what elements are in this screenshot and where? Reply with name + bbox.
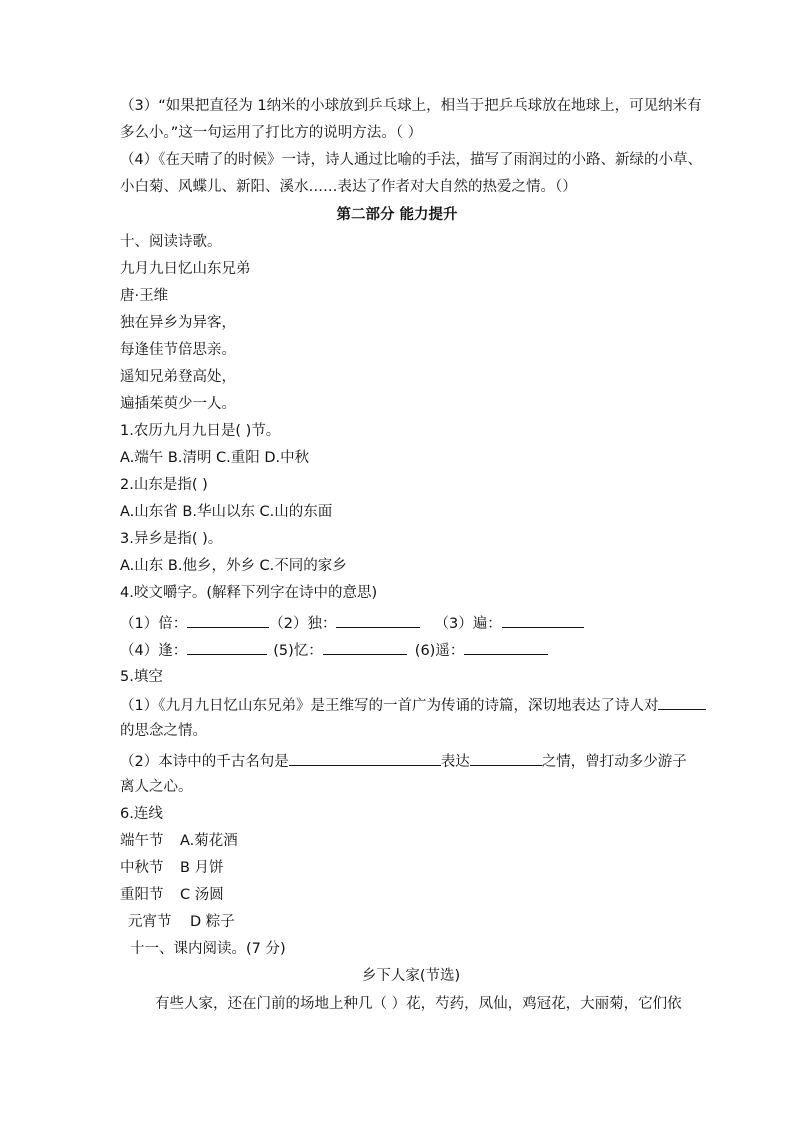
q4-label: （4）逢： bbox=[120, 643, 188, 659]
q5-2-text: 表达 bbox=[440, 754, 470, 770]
q4-label: （3）遍： bbox=[434, 616, 502, 632]
poem-line: 每逢佳节倍思亲。 bbox=[120, 342, 236, 358]
answer-blank[interactable] bbox=[187, 639, 267, 655]
question-2: 2.山东是指( ) bbox=[120, 477, 208, 493]
question-1: 1.农历九月九日是( )节。 bbox=[120, 423, 281, 439]
match-left[interactable]: 端午节 bbox=[120, 833, 164, 849]
match-right[interactable]: C 汤圆 bbox=[180, 887, 224, 903]
q5-2-text: 之情，曾打动多少游子 bbox=[541, 754, 687, 770]
match-left[interactable]: 中秋节 bbox=[120, 860, 164, 876]
passage-title: 乡下人家(节选) bbox=[361, 968, 461, 984]
poem-line: 遍插茱萸少一人。 bbox=[120, 396, 236, 412]
question-3-options: A.山东 B.他乡，外乡 C.不同的家乡 bbox=[120, 558, 347, 574]
judge-q3-line1: （3）“如果把直径为 1纳米的小球放到乒乓球上，相当于把乒乓球放在地球上，可见纳米有 bbox=[120, 98, 702, 114]
match-right[interactable]: A.菊花酒 bbox=[180, 833, 238, 849]
judge-q4-line2: 小白菊、风蝶儿、新阳、溪水……表达了作者对大自然的热爱之情。（） bbox=[120, 179, 577, 195]
poem-author: 唐·王维 bbox=[120, 288, 169, 304]
match-row bbox=[128, 912, 235, 932]
answer-blank[interactable] bbox=[323, 639, 407, 655]
judge-q4-line1: （4）《在天晴了的时候》一诗，诗人通过比喻的手法，描写了雨润过的小路、新绿的小草、 bbox=[120, 152, 702, 168]
match-left[interactable]: 元宵节 bbox=[128, 914, 172, 930]
poem-title: 九月九日忆山东兄弟 bbox=[120, 261, 251, 277]
question-6: 6.连线 bbox=[120, 806, 163, 822]
match-row bbox=[120, 831, 238, 851]
judge-q3-line2: 多么小。”这一句运用了打比方的说明方法。（ ） bbox=[120, 125, 423, 141]
q4-label: (5)忆： bbox=[273, 643, 323, 659]
q5-1-text: （1）《九月九日忆山东兄弟》是王维写的一首广为传诵的诗篇，深切地表达了诗人对 bbox=[120, 698, 659, 714]
match-row bbox=[120, 858, 224, 878]
q4-label: (6)遥： bbox=[414, 643, 465, 659]
q4-label: （1）倍： bbox=[120, 616, 188, 632]
match-row bbox=[120, 885, 224, 905]
answer-blank[interactable] bbox=[289, 750, 441, 766]
question-5: 5.填空 bbox=[120, 669, 163, 685]
q4-label: （2）独： bbox=[269, 616, 337, 632]
sec10-heading: 十、阅读诗歌。 bbox=[120, 234, 222, 250]
passage-line: 有些人家，还在门前的场地上种几（ ）花，芍药，凤仙，鸡冠花，大丽菊，它们依 bbox=[155, 996, 682, 1012]
answer-blank[interactable] bbox=[187, 612, 269, 628]
question-5-1-line1 bbox=[120, 694, 706, 716]
match-right[interactable]: D 粽子 bbox=[190, 914, 235, 930]
match-left[interactable]: 重阳节 bbox=[120, 887, 164, 903]
question-3: 3.异乡是指( )。 bbox=[120, 531, 223, 547]
question-5-2-line2: 离人之心。 bbox=[120, 779, 193, 795]
sec11-heading: 十一、课内阅读。(7 分) bbox=[130, 941, 286, 957]
question-5-1-line2: 的思念之情。 bbox=[120, 723, 207, 739]
poem-line: 遥知兄弟登高处， bbox=[120, 369, 236, 385]
poem-line: 独在异乡为异客， bbox=[120, 315, 236, 331]
question-4: 4.咬文嚼字。(解释下列字在诗中的意思) bbox=[120, 585, 378, 601]
answer-blank[interactable] bbox=[502, 612, 584, 628]
question-1-options: A.端午 B.清明 C.重阳 D.中秋 bbox=[120, 450, 310, 466]
question-4-row-a bbox=[120, 612, 584, 634]
question-4-row-b bbox=[120, 639, 548, 661]
q5-2-text: （2）本诗中的千古名句是 bbox=[120, 754, 289, 770]
answer-blank[interactable] bbox=[470, 750, 542, 766]
answer-blank[interactable] bbox=[464, 639, 548, 655]
question-2-options: A.山东省 B.华山以东 C.山的东面 bbox=[120, 504, 333, 520]
answer-blank[interactable] bbox=[658, 694, 706, 710]
answer-blank[interactable] bbox=[336, 612, 420, 628]
part2-title: 第二部分 能力提升 bbox=[336, 207, 458, 223]
question-5-2-line1 bbox=[120, 750, 687, 772]
match-right[interactable]: B 月饼 bbox=[180, 860, 224, 876]
